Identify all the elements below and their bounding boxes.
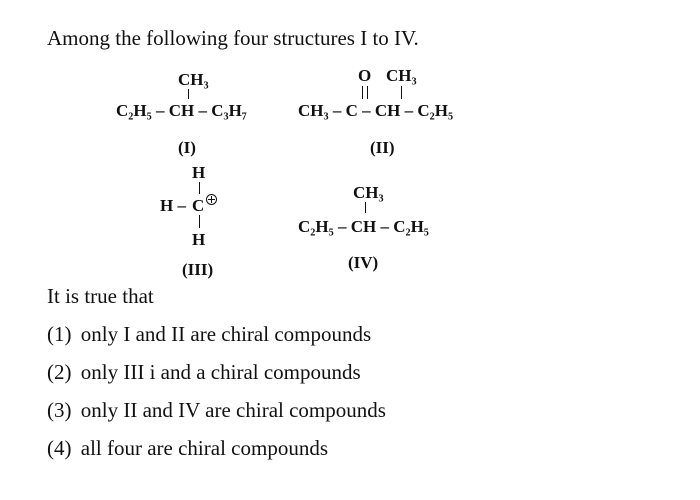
option-text: only III i and a chiral compounds — [80, 360, 361, 384]
option-number: (2) — [47, 360, 72, 384]
structure-iii-bottom-bond — [199, 215, 200, 228]
option-number: (3) — [47, 398, 72, 422]
structure-i-top-group: CH₃ — [178, 70, 209, 89]
structure-iii-carbon: C — [192, 196, 205, 215]
option-number: (1) — [47, 322, 72, 346]
structure-iii-bottom-hydrogen: H — [192, 230, 206, 249]
structure-iii-top-bond — [199, 182, 200, 194]
structure-i-main-chain: C₂H₅ – CH – C₃H₇ — [116, 101, 247, 120]
structure-iv-vertical-bond — [365, 202, 366, 213]
structure-i-label: (I) — [178, 138, 196, 157]
structure-ii-label: (II) — [370, 138, 395, 157]
option-2[interactable] — [47, 360, 361, 385]
option-text: all four are chiral compounds — [80, 436, 328, 460]
structure-iv-top-group: CH₃ — [353, 183, 384, 202]
structure-ii-methyl-group: CH₃ — [386, 66, 417, 85]
structure-ii-vertical-bond — [401, 86, 402, 99]
option-number: (4) — [47, 436, 72, 460]
option-1[interactable] — [47, 322, 371, 347]
positive-charge-icon — [206, 194, 217, 205]
option-text: only II and IV are chiral compounds — [80, 398, 386, 422]
structure-iii-top-hydrogen: H — [192, 163, 206, 182]
option-3[interactable] — [47, 398, 386, 423]
question-prompt: It is true that — [47, 284, 154, 308]
structure-iii-label: (III) — [182, 260, 214, 279]
question-stem: Among the following four structures I to IV. — [47, 26, 419, 50]
structure-iv-main-chain: C₂H₅ – CH – C₂H₅ — [298, 217, 429, 236]
structure-ii-main-chain: CH₃ – C – CH – C₂H₅ — [298, 101, 454, 120]
structure-i-vertical-bond — [188, 89, 189, 99]
option-4[interactable] — [47, 436, 328, 461]
structure-ii-oxygen: O — [358, 66, 372, 85]
structure-ii-double-bond — [362, 86, 368, 99]
structure-iv-label: (IV) — [348, 253, 379, 272]
option-text: only I and II are chiral compounds — [80, 322, 372, 346]
structure-iii-left-hydrogen: H – — [160, 196, 186, 215]
